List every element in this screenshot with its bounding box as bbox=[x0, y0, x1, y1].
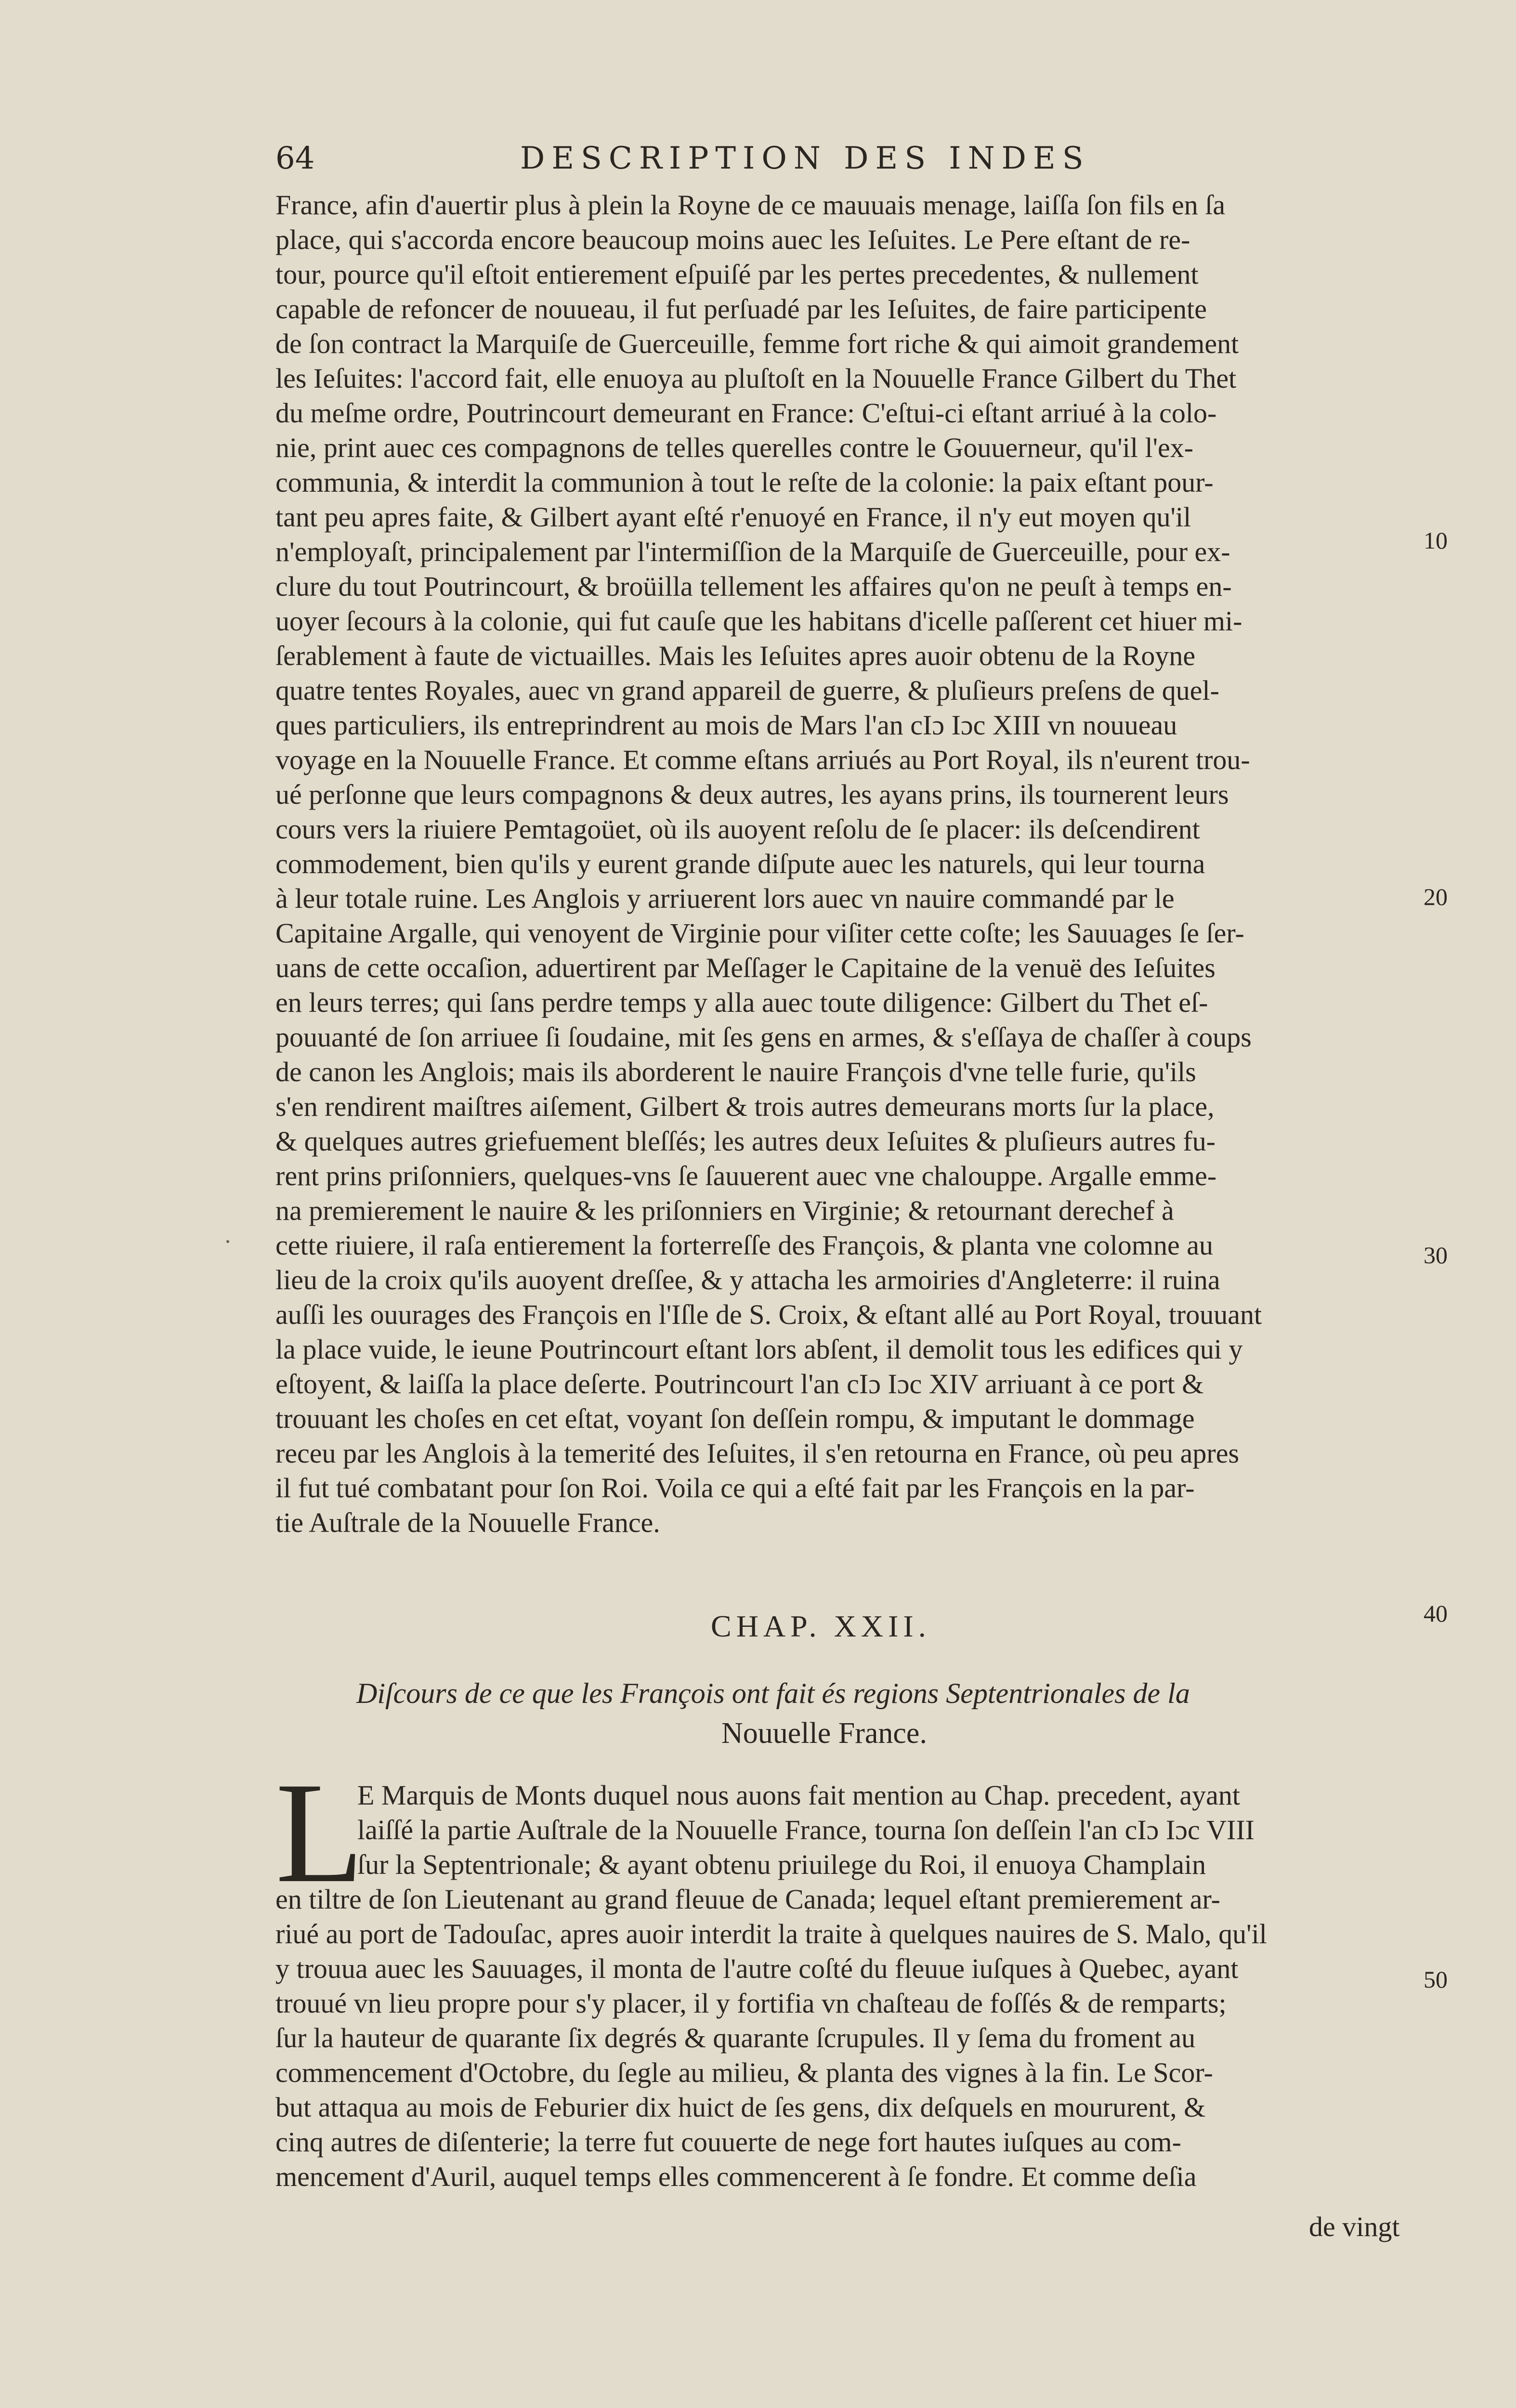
text-line: eſtoyent, & laiſſa la place deſerte. Poutrincourt l'an cIɔ Iɔc XIV arriuant à ce port & bbox=[275, 1368, 1204, 1400]
text-line: tour, pource qu'il eſtoit entierement eſpuiſé par les pertes precedentes, & nullement bbox=[275, 259, 1199, 290]
text-line: ques particuliers, ils entreprindrent au mois de Mars l'an cIɔ Iɔc XIII vn nouueau bbox=[275, 709, 1177, 741]
text-line: E Marquis de Monts duquel nous auons fait mention au Chap. precedent, ayant bbox=[357, 1780, 1241, 1811]
text-line: voyage en la Nouuelle France. Et comme eſtans arriués au Port Royal, ils n'eurent trou- bbox=[275, 744, 1250, 775]
text-line: ſur la hauteur de quarante ſix degrés & quarante ſcrupules. Il y ſema du froment au bbox=[275, 2022, 1196, 2054]
margin-line-number: 50 bbox=[1424, 1966, 1448, 1993]
chapter-summary-line-1: Diſcours de ce que les François ont fait és regions Septentrionales de la bbox=[356, 1677, 1190, 1709]
text-line: cinq autres de diſenterie; la terre fut couuerte de nege fort hautes iuſques au com- bbox=[275, 2126, 1181, 2158]
running-title: DESCRIPTION DES INDES bbox=[520, 141, 1090, 176]
text-line: cette riuiere, il raſa entierement la forterreſſe des François, & planta vne colomne au bbox=[275, 1230, 1213, 1261]
text-line: les Ieſuites: l'accord fait, elle enuoya au pluſtoſt en la Nouuelle France Gilbert du Thet bbox=[275, 363, 1237, 394]
text-line: ſerablement à faute de victuailles. Mais les Ieſuites apres auoir obtenu de la Royne bbox=[275, 640, 1196, 671]
text-line: s'en rendirent maiſtres aiſement, Gilbert & trois autres demeurans morts ſur la place, bbox=[275, 1091, 1215, 1122]
folio-number: 64 bbox=[275, 141, 315, 176]
text-line: quatre tentes Royales, auec vn grand appareil de guerre, & pluſieurs preſens de quel- bbox=[275, 675, 1219, 706]
text-line: ué perſonne que leurs compagnons & deux autres, les ayans prins, ils tournerent leurs bbox=[275, 779, 1229, 810]
text-line: communia, & interdit la communion à tout le reſte de la colonie: la paix eſtant pour- bbox=[275, 467, 1214, 498]
text-line: France, afin d'auertir plus à plein la Royne de ce mauuais menage, laiſſa ſon fils en ſa bbox=[275, 189, 1226, 221]
text-line: receu par les Anglois à la temerité des Ieſuites, il s'en retourna en France, où peu apres bbox=[275, 1438, 1240, 1469]
margin-line-number: 20 bbox=[1424, 883, 1448, 910]
text-line: auſſi les ouurages des François en l'Iſle de S. Croix, & eſtant allé au Port Royal, trouuant bbox=[275, 1299, 1262, 1330]
text-line: & quelques autres griefuement bleſſés; les autres deux Ieſuites & pluſieurs autres fu- bbox=[275, 1125, 1216, 1157]
text-line: uoyer ſecours à la colonie, qui fut cauſe que les habitans d'icelle paſſerent cet hiuer mi- bbox=[275, 605, 1242, 637]
text-line: ſur la Septentrionale; & ayant obtenu priuilege du Roi, il enuoya Champlain bbox=[357, 1849, 1206, 1880]
margin-line-number: 40 bbox=[1424, 1600, 1448, 1627]
text-line: uans de cette occaſion, aduertirent par Meſſager le Capitaine de la venuë des Ieſuites bbox=[275, 952, 1215, 983]
text-line: la place vuide, le ieune Poutrincourt eſtant lors abſent, il demolit tous les edifices qui y bbox=[275, 1334, 1243, 1365]
text-line: il fut tué combatant pour ſon Roi. Voila ce qui a eſté fait par les François en la par- bbox=[275, 1472, 1195, 1504]
text-line: trouuant les choſes en cet eſtat, voyant ſon deſſein rompu, & imputant le dommage bbox=[275, 1403, 1195, 1434]
text-line: en leurs terres; qui ſans perdre temps y alla auec toute diligence: Gilbert du Thet eſ- bbox=[275, 987, 1208, 1018]
text-line: rent prins priſonniers, quelques-vns ſe ſauuerent auec vne chalouppe. Argalle emme- bbox=[275, 1160, 1217, 1191]
text-line: en tiltre de ſon Lieutenant au grand fleuue de Canada; lequel eſtant premierement ar- bbox=[275, 1884, 1220, 1915]
text-line: na premierement le nauire & les priſonniers en Virginie; & retournant derechef à bbox=[275, 1195, 1174, 1226]
text-line: clure du tout Poutrincourt, & broüilla tellement les affaires qu'on ne peuſt à temps en- bbox=[275, 571, 1232, 602]
text-line: tie Auſtrale de la Nouuelle France. bbox=[275, 1507, 660, 1538]
text-line: commencement d'Octobre, du ſegle au milieu, & planta des vignes à la fin. Le Scor- bbox=[275, 2057, 1213, 2088]
text-line: n'employaſt, principalement par l'intermiſſion de la Marquiſe de Guerceuille, pour ex- bbox=[275, 536, 1230, 567]
text-line: tant peu apres faite, & Gilbert ayant eſté r'enuoyé en France, il n'y eut moyen qu'il bbox=[275, 501, 1191, 533]
text-line: cours vers la riuiere Pemtagoüet, où ils auoyent reſolu de ſe placer: ils deſcendirent bbox=[275, 813, 1200, 845]
chapter-title: CHAP. XXII. bbox=[711, 1609, 931, 1643]
page-header bbox=[270, 141, 1247, 189]
margin-line-number: 30 bbox=[1424, 1242, 1448, 1269]
text-line: du meſme ordre, Poutrincourt demeurant en France: C'eſtui-ci eſtant arriué à la colo- bbox=[275, 397, 1217, 429]
text-line: laiſſé la partie Auſtrale de la Nouuelle France, tourna ſon deſſein l'an cIɔ Iɔc VIII bbox=[357, 1814, 1255, 1845]
catchword: de vingt bbox=[1309, 2211, 1400, 2242]
text-line: de ſon contract la Marquiſe de Guerceuille, femme fort riche & qui aimoit grandement bbox=[275, 328, 1239, 359]
text-line: mencement d'Auril, auquel temps elles commencerent à ſe fondre. Et comme deſia bbox=[275, 2161, 1197, 2192]
text-line: but attaqua au mois de Feburier dix huict de ſes gens, dix deſquels en moururent, & bbox=[275, 2092, 1206, 2123]
text-line: Capitaine Argalle, qui venoyent de Virginie pour viſiter cette coſte; les Sauuages ſe ſer- bbox=[275, 917, 1244, 949]
text-line: place, qui s'accorda encore beaucoup moins auec les Ieſuites. Le Pere eſtant de re- bbox=[275, 224, 1190, 255]
chapter-summary-line-2: Nouuelle France. bbox=[721, 1717, 927, 1750]
text-line: nie, print auec ces compagnons de telles querelles contre le Gouuerneur, qu'il l'ex- bbox=[275, 432, 1194, 463]
text-line: y trouua auec les Sauuages, il monta de l'autre coſté du fleuue iuſques à Quebec, ayant bbox=[275, 1953, 1239, 1984]
text-line: lieu de la croix qu'ils auoyent dreſſee, & y attacha les armoiries d'Angleterre: il ruina bbox=[275, 1264, 1220, 1296]
ink-spot bbox=[226, 1240, 229, 1243]
text-line: pouuanté de ſon arriuee ſi ſoudaine, mit ſes gens en armes, & s'eſſaya de chaſſer à coups bbox=[275, 1021, 1252, 1053]
text-line: trouué vn lieu propre pour s'y placer, il y fortifia vn chaſteau de foſſés & de remparts; bbox=[275, 1988, 1227, 2019]
drop-capital: L bbox=[275, 1753, 364, 1912]
text-line: commodement, bien qu'ils y eurent grande diſpute auec les naturels, qui leur tourna bbox=[275, 848, 1205, 879]
margin-line-number: 10 bbox=[1424, 527, 1448, 554]
text-line: riué au port de Tadouſac, apres auoir interdit la traite à quelques nauires de S. Malo, qu'il bbox=[275, 1918, 1267, 1950]
text-line: à leur totale ruine. Les Anglois y arriuerent lors auec vn nauire commandé par le bbox=[275, 883, 1175, 914]
text-line: de canon les Anglois; mais ils aborderent le nauire François d'vne telle furie, qu'ils bbox=[275, 1056, 1196, 1087]
text-line: capable de refoncer de nouueau, il fut perſuadé par les Ieſuites, de faire participente bbox=[275, 293, 1207, 325]
